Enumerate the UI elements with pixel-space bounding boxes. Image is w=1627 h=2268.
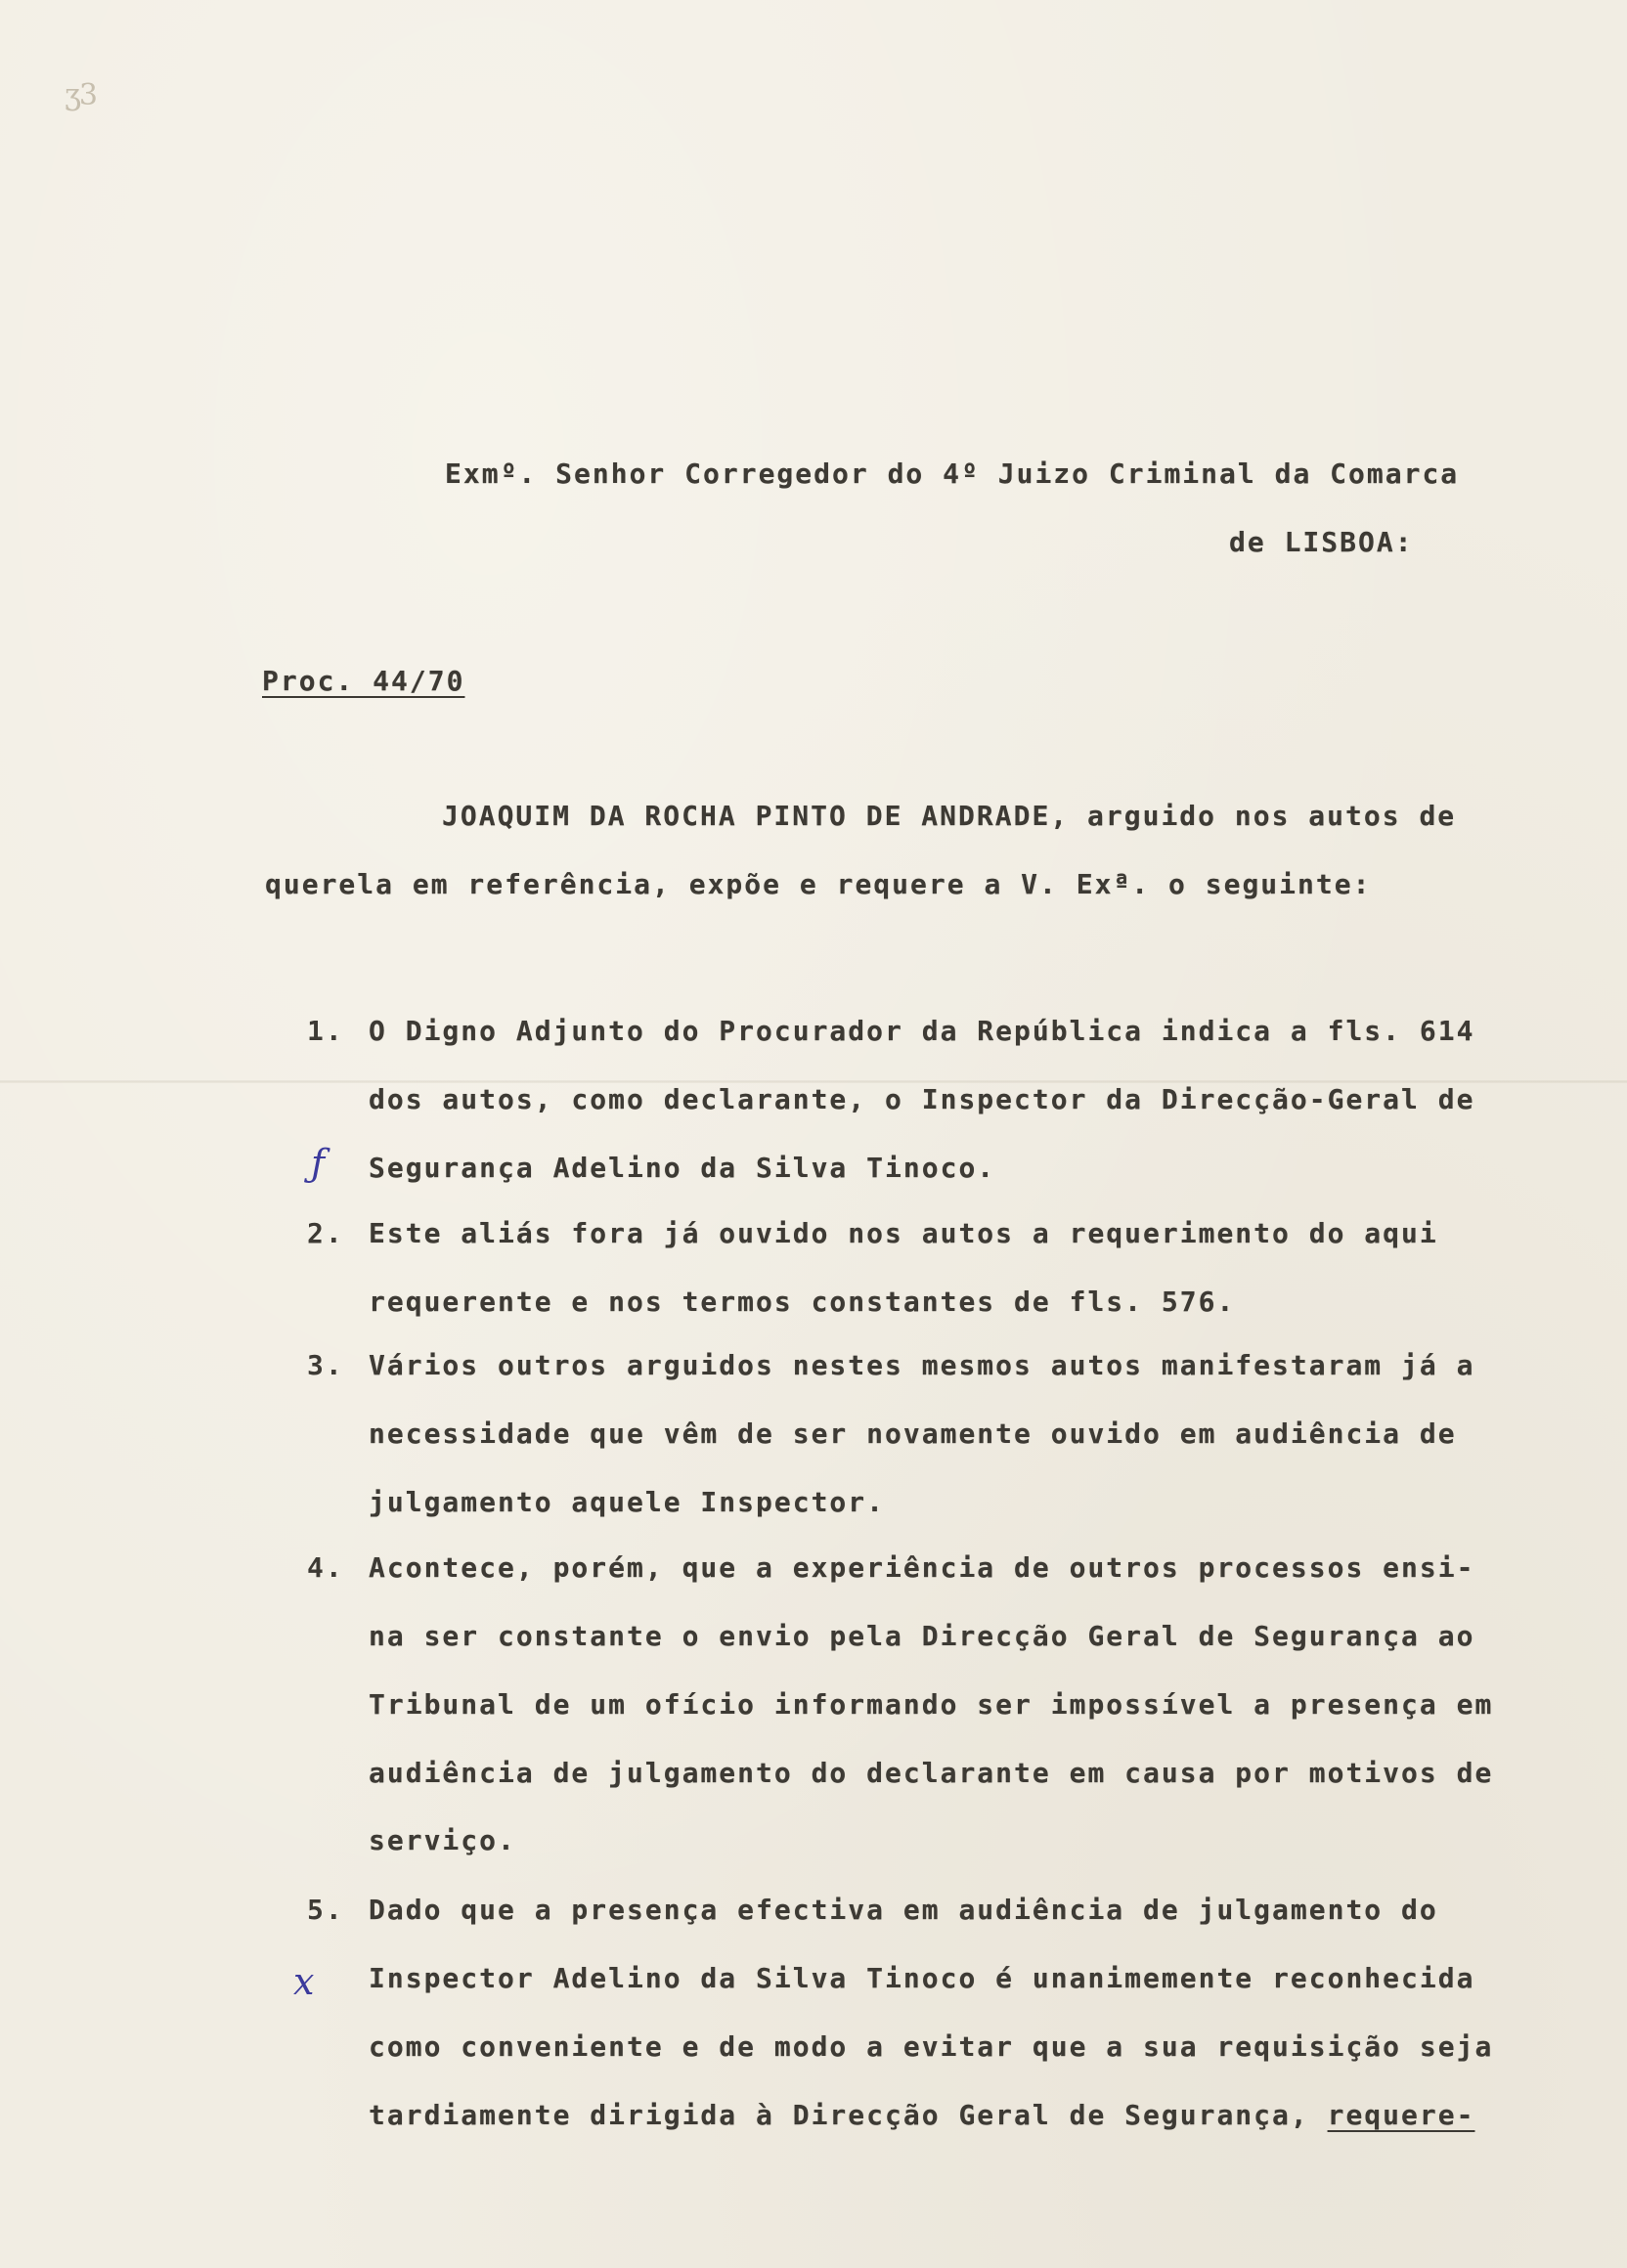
- item-line: Segurança Adelino da Silva Tinoco.: [369, 1152, 996, 1184]
- address-line-2: de LISBOA:: [1229, 526, 1414, 558]
- item-line: como conveniente e de modo a evitar que a sua requisição seja: [369, 2030, 1494, 2063]
- item-number: 1.: [307, 1015, 344, 1047]
- underlined-word: requere-: [1327, 2099, 1475, 2131]
- item-line: Vários outros arguidos nestes mesmos autos manifestaram já a: [369, 1349, 1475, 1381]
- item-line: necessidade que vêm de ser novamente ouvido em audiência de: [369, 1418, 1457, 1450]
- item-line: Inspector Adelino da Silva Tinoco é unanimemente reconhecida: [369, 1962, 1475, 1994]
- item-line: na ser constante o envio pela Direcção Geral de Segurança ao: [369, 1620, 1475, 1652]
- item-line: O Digno Adjunto do Procurador da República indica a fls. 614: [369, 1015, 1475, 1047]
- pencil-corner-mark: ʒ3: [65, 78, 97, 112]
- item-line: audiência de julgamento do declarante em causa por motivos de: [369, 1757, 1494, 1789]
- item-line: Tribunal de um ofício informando ser impossível a presença em: [369, 1688, 1494, 1721]
- item-number: 2.: [307, 1217, 344, 1249]
- item-line: julgamento aquele Inspector.: [369, 1486, 886, 1518]
- item-line: dos autos, como declarante, o Inspector da Direcção-Geral de: [369, 1083, 1475, 1115]
- address-line-1: Exmº. Senhor Corregedor do 4º Juizo Criminal da Comarca: [445, 458, 1460, 490]
- handwritten-check-mark: ƒ: [311, 1142, 326, 1185]
- item-line-last: [369, 2099, 1474, 2131]
- item-line-text: tardiamente dirigida à Direcção Geral de Segurança,: [369, 2099, 1309, 2131]
- item-line: Acontece, porém, que a experiência de outros processos ensi-: [369, 1551, 1475, 1584]
- item-number: 5.: [307, 1894, 344, 1926]
- item-line: requerente e nos termos constantes de fls. 576.: [369, 1286, 1236, 1318]
- item-number: 3.: [307, 1349, 344, 1381]
- item-line: serviço.: [369, 1824, 516, 1856]
- item-number: 4.: [307, 1551, 344, 1584]
- item-line: Este aliás fora já ouvido nos autos a requerimento do aqui: [369, 1217, 1438, 1249]
- intro-line-2: querela em referência, expõe e requere a V. Exª. o seguinte:: [265, 868, 1372, 900]
- handwritten-x-mark: x: [293, 1960, 315, 2003]
- process-reference: Proc. 44/70: [262, 665, 465, 697]
- intro-line-1: JOAQUIM DA ROCHA PINTO DE ANDRADE, arguido nos autos de: [442, 800, 1457, 832]
- item-line: Dado que a presença efectiva em audiência de julgamento do: [369, 1894, 1438, 1926]
